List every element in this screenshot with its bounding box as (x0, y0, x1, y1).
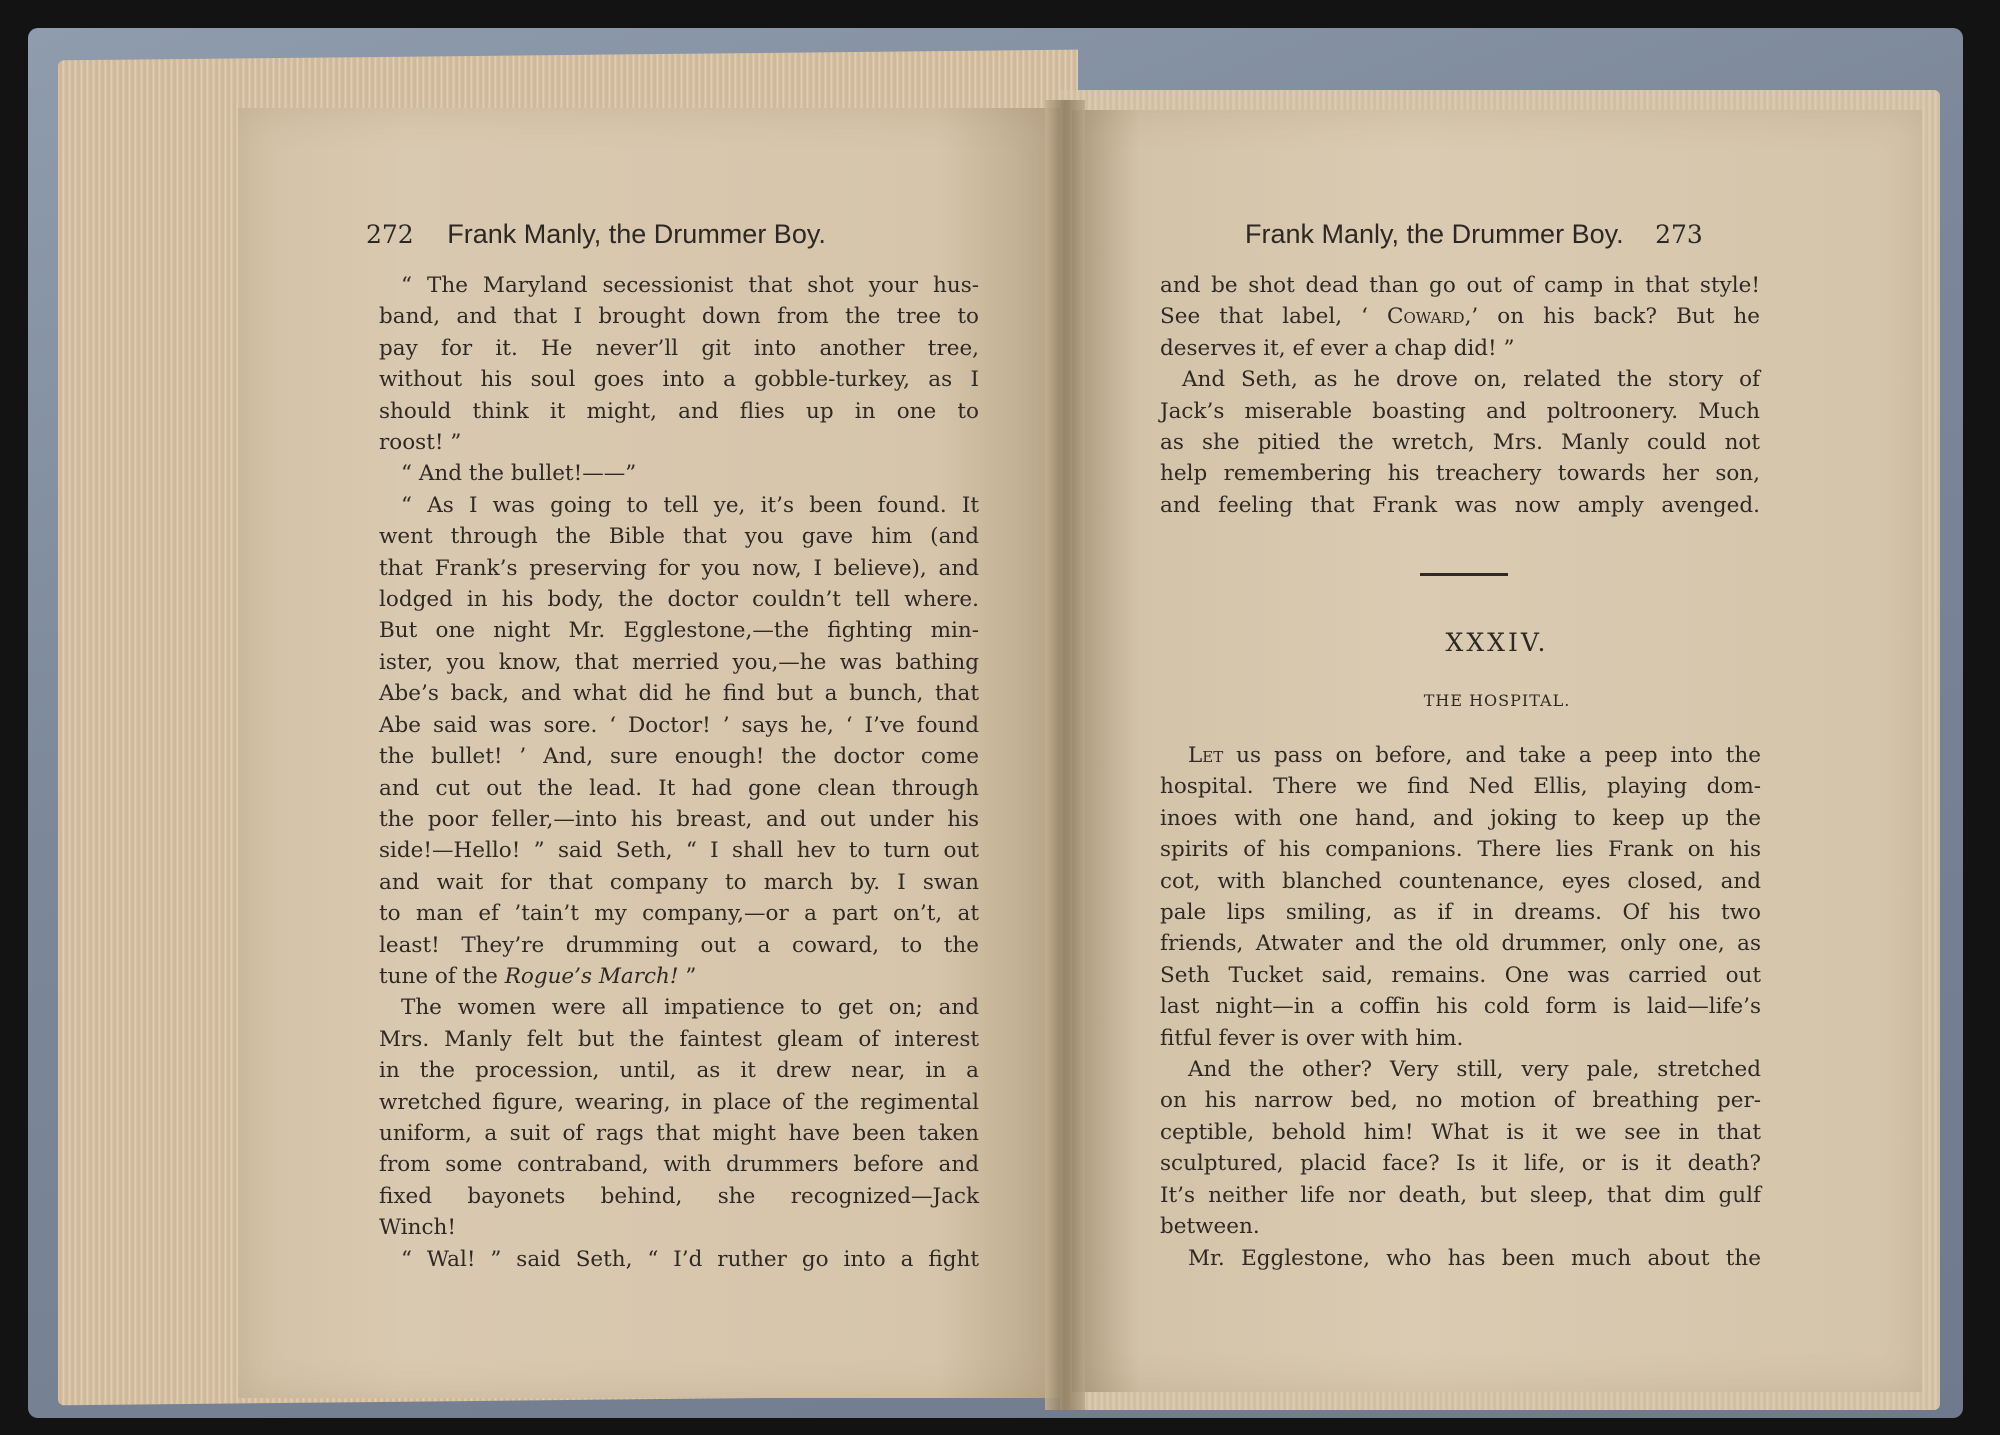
text-line: went through the Bible that you gave him (and (379, 524, 979, 550)
text-line: cot, with blanched countenance, eyes closed, and (1160, 868, 1761, 894)
text-line (1160, 740, 1761, 771)
opening-word: Let (1188, 743, 1224, 768)
label-suffix: ,’ on his back? But he (1464, 304, 1761, 330)
text-line: and cut out the lead. It had gone clean through (379, 775, 979, 801)
text-line: “ The Maryland secessionist that shot your hus- (401, 273, 979, 298)
text-line: friends, Atwater and the old drummer, only one, as (1160, 931, 1761, 957)
text-line: uniform, a suit of rags that might have been taken (379, 1120, 979, 1146)
text-line: The women were all impatience to get on; and (401, 995, 979, 1021)
text-line: And Seth, as he drove on, related the story of (1182, 367, 1760, 393)
tune-title: Rogue’s March! (504, 963, 679, 989)
text-line: last night—in a coffin his cold form is laid—life’s (1160, 994, 1761, 1020)
text-line: It’s neither life nor death, but sleep, that dim gulf (1160, 1182, 1761, 1208)
tune-prefix: tune of the (379, 963, 505, 989)
chapter-title: THE HOSPITAL. (1423, 691, 1571, 710)
text-line: Jack’s miserable boasting and poltroonery. Much (1160, 398, 1760, 424)
text-line: Abe’s back, and what did he find but a bunch, that (379, 681, 979, 707)
text-line: from some contraband, with drummers before and (379, 1152, 979, 1178)
text-line: least! They’re drumming out a coward, to the (379, 932, 979, 958)
text-line: deserves it, ef ever a chap did! ” (1160, 335, 1515, 361)
text-line: pale lips smiling, as if in dreams. Of his two (1160, 900, 1761, 926)
text-line: in the procession, until, as it drew near, in a (379, 1058, 979, 1084)
text-line: “ Wal! ” said Seth, “ I’d ruther go into a fight (401, 1246, 979, 1272)
text-line: Mr. Egglestone, who has been much about the (1188, 1245, 1761, 1271)
text-line: fitful fever is over with him. (1160, 1025, 1464, 1051)
text-line: But one night Mr. Egglestone,—the fighting min- (379, 618, 979, 644)
text-line: lodged in his body, the doctor couldn’t tell where. (379, 587, 979, 613)
text-line: sculptured, placid face? Is it life, or is it death? (1160, 1151, 1761, 1177)
text-line: help remembering his treachery towards her son, (1160, 461, 1760, 487)
text-line: and be shot dead than go out of camp in that style! (1160, 273, 1760, 298)
text-line: side!—Hello! ” said Seth, “ I shall hev to turn out (379, 838, 979, 864)
text-line: Abe said was sore. ‘ Doctor! ’ says he, ‘ I’ve found (379, 712, 979, 738)
tune-suffix: ” (678, 963, 697, 989)
text-line: the bullet! ’ And, sure enough! the doctor come (379, 744, 979, 770)
left-page-number: 272 (366, 220, 414, 249)
text-line: roost! ” (379, 430, 462, 456)
text-line: Seth Tucket said, remains. One was carried out (1160, 962, 1761, 988)
text-line: the poor feller,—into his breast, and out under his (379, 806, 979, 832)
left-running-head (366, 219, 826, 250)
text-line: And the other? Very still, very pale, stretched (1188, 1057, 1761, 1083)
left-page-text (379, 270, 979, 1275)
text-line: and wait for that company to march by. I swan (379, 869, 979, 895)
text-line: “ As I was going to tell ye, it’s been found. It (401, 492, 979, 518)
section-divider (1420, 573, 1508, 576)
chapter-number: XXXIV. (1445, 628, 1549, 657)
right-page-text-body (1160, 740, 1761, 1274)
text-line: that Frank’s preserving for you now, I believe), and (379, 555, 979, 581)
text-line: wretched figure, wearing, in place of the regimental (379, 1089, 979, 1115)
left-running-title: Frank Manly, the Drummer Boy. (447, 219, 826, 249)
text-line (1160, 301, 1760, 332)
text-line: between. (1160, 1214, 1260, 1240)
text-line: ister, you know, that merried you,—he was bathing (379, 649, 979, 675)
text-line: inoes with one hand, and joking to keep up the (1160, 805, 1761, 831)
text-line: Winch! (379, 1215, 456, 1241)
text-line: on his narrow bed, no motion of breathing per- (1160, 1088, 1761, 1114)
text-line: hospital. There we find Ned Ellis, playing dom- (1160, 774, 1761, 800)
text-line: without his soul goes into a gobble-turkey, as I (379, 367, 979, 393)
right-running-title: Frank Manly, the Drummer Boy. (1245, 219, 1624, 249)
text-line: Mrs. Manly felt but the faintest gleam of interest (379, 1026, 979, 1052)
text-line: “ And the bullet!——” (401, 461, 637, 487)
text-line: band, and that I brought down from the tree to (379, 304, 979, 330)
book-gutter (1045, 100, 1085, 1410)
opening-line-rest: us pass on before, and take a peep into the (1223, 743, 1761, 768)
text-line: fixed bayonets behind, she recognized—Jack (379, 1183, 979, 1209)
text-line: as she pitied the wretch, Mrs. Manly could not (1160, 430, 1760, 456)
text-line (379, 961, 979, 992)
text-line: spirits of his companions. There lies Frank on his (1160, 837, 1761, 863)
text-line: pay for it. He never’ll git into another tree, (379, 335, 979, 361)
text-line: ceptible, behold him! What is it we see in that (1160, 1119, 1761, 1145)
right-running-head (1245, 219, 1703, 250)
text-line: should think it might, and flies up in one to (379, 398, 979, 424)
label-word: Coward (1387, 304, 1465, 330)
label-prefix: See that label, ‘ (1160, 304, 1387, 330)
text-line: to man ef ’tain’t my company,—or a part on’t, at (379, 901, 979, 927)
text-line: and feeling that Frank was now amply avenged. (1160, 492, 1760, 518)
right-page-number: 273 (1655, 220, 1703, 249)
right-page-text-top (1160, 270, 1760, 521)
